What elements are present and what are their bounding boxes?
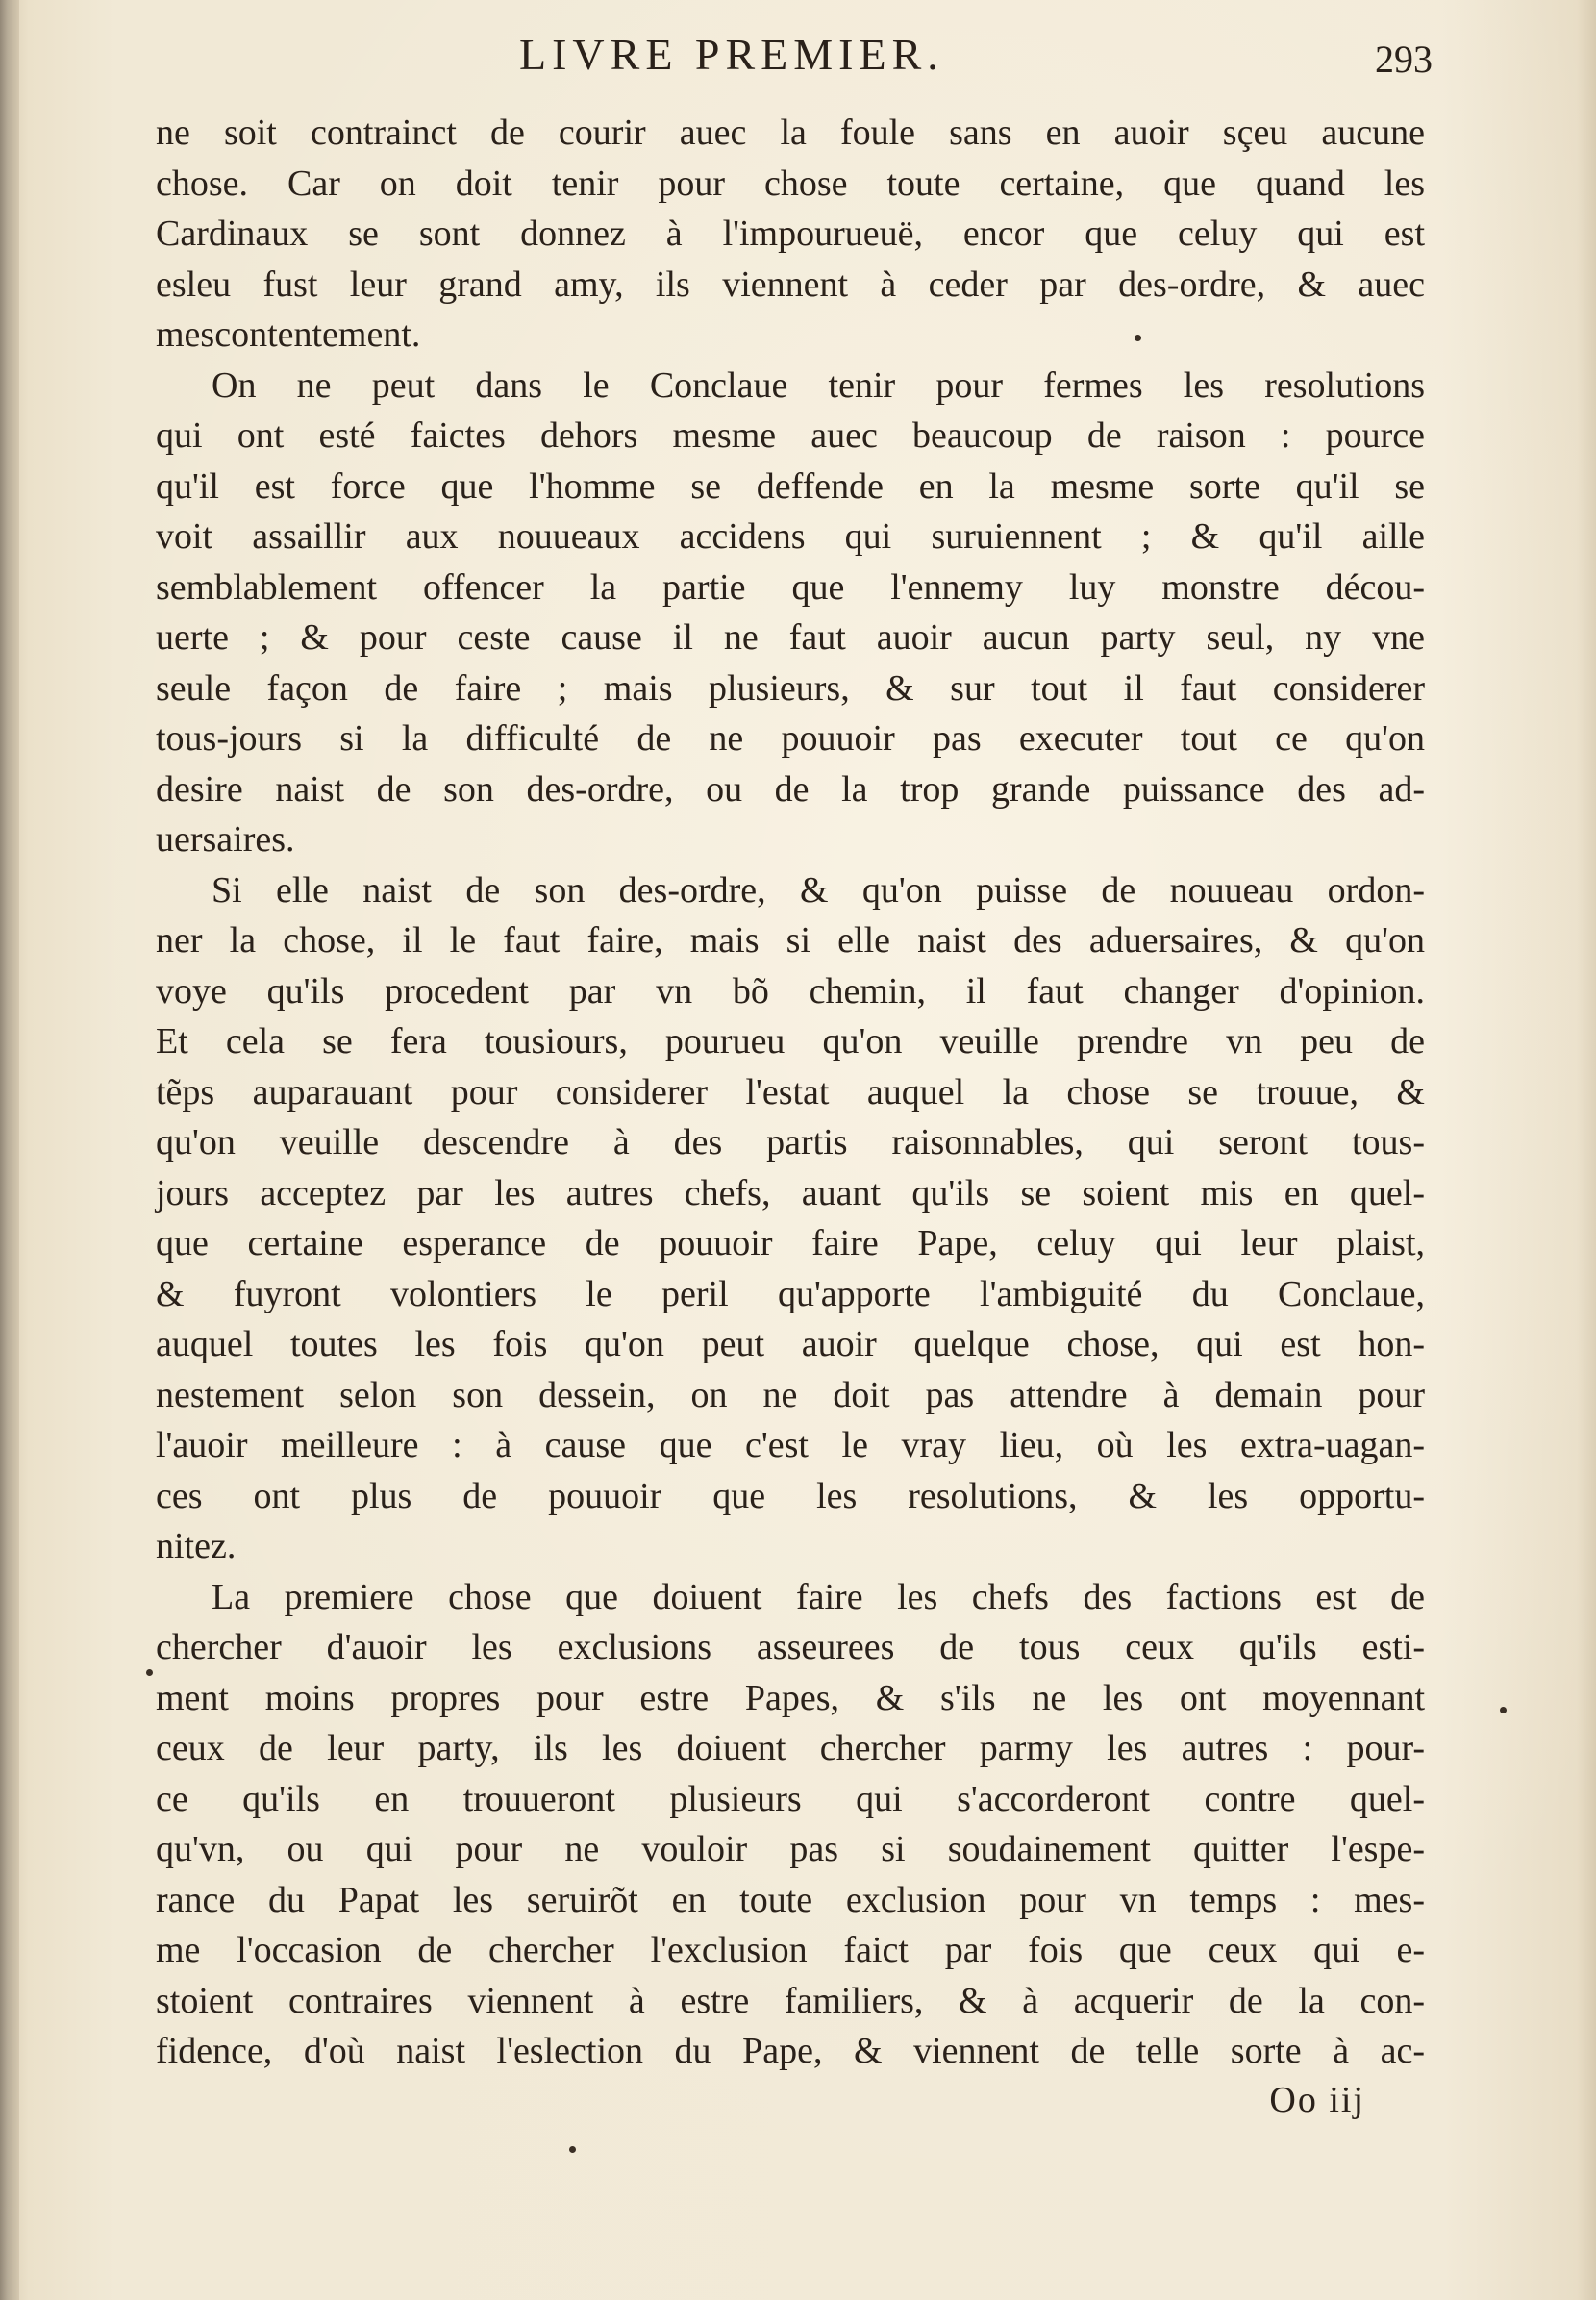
text-line: nestement selon son dessein, on ne doit pas attendre à demain pour bbox=[156, 1374, 1425, 1415]
text-line: voye qu'ils procedent par vn bõ chemin, il faut changer d'opinion. bbox=[156, 970, 1425, 1012]
text-line: uerte ; & pour ceste cause il ne faut auoir aucun party seul, ny vne bbox=[156, 617, 1425, 658]
ink-speck bbox=[1135, 335, 1141, 341]
text-line: chose. Car on doit tenir pour chose toute certaine, que quand les bbox=[156, 162, 1425, 204]
text-line: On ne peut dans le Conclaue tenir pour fermes les resolutions bbox=[212, 364, 1425, 406]
text-line: qu'on veuille descendre à des partis raisonnables, qui seront tous- bbox=[156, 1122, 1425, 1162]
text-line: Et cela se fera tousiours, pourueu qu'on veuille prendre vn peu de bbox=[156, 1021, 1425, 1062]
text-line: Cardinaux se sont donnez à l'impourueuë, encor que celuy qui est bbox=[156, 213, 1425, 254]
binding-edge bbox=[0, 0, 19, 2300]
text-line: voit assaillir aux nouueaux accidens qui suruiennent ; & qu'il aille bbox=[156, 516, 1425, 557]
signature-mark: Oo iij bbox=[1269, 2080, 1365, 2120]
text-line: La premiere chose que doiuent faire les chefs des factions est de bbox=[212, 1576, 1425, 1617]
text-line: tous-jours si la difficulté de ne pouuoir pas executer tout ce qu'on bbox=[156, 718, 1425, 759]
text-line: tẽps auparauant pour considerer l'estat auquel la chose se trouue, & bbox=[156, 1071, 1425, 1112]
text-line: esleu fust leur grand amy, ils viennent à ceder par des-ordre, & auec bbox=[156, 263, 1425, 305]
paragraph-3 bbox=[156, 865, 1425, 1572]
text-line: seule façon de faire ; mais plusieurs, & sur tout il faut considerer bbox=[156, 667, 1425, 709]
text-line: & fuyront volontiers le peril qu'apporte l'ambiguité du Conclaue, bbox=[156, 1273, 1425, 1314]
text-line: ner la chose, il le faut faire, mais si elle naist des aduersaires, & qu'on bbox=[156, 920, 1425, 961]
text-line: desire naist de son des-ordre, ou de la trop grande puissance des ad- bbox=[156, 768, 1425, 810]
text-line: chercher d'auoir les exclusions asseurees de tous ceux qu'ils esti- bbox=[156, 1627, 1425, 1667]
text-line: ces ont plus de pouuoir que les resolutions, & les opportu- bbox=[156, 1475, 1425, 1516]
text-line: semblablement offencer la partie que l'ennemy luy monstre décou- bbox=[156, 566, 1425, 608]
ink-speck bbox=[569, 2146, 576, 2153]
body-text bbox=[156, 108, 1425, 2077]
text-line: l'auoir meilleure : à cause que c'est le vray lieu, où les extra-uagan- bbox=[156, 1425, 1425, 1465]
ink-speck bbox=[1500, 1707, 1507, 1713]
paragraph-1 bbox=[156, 108, 1425, 361]
text-line: qu'il est force que l'homme se deffende en la mesme sorte qu'il se bbox=[156, 465, 1425, 507]
text-line: qu'vn, ou qui pour ne vouloir pas si soudainement quitter l'espe- bbox=[156, 1829, 1425, 1869]
text-line: uersaires. bbox=[156, 819, 295, 860]
running-head bbox=[0, 29, 1596, 96]
text-line: que certaine esperance de pouuoir faire Pape, celuy qui leur plaist, bbox=[156, 1223, 1425, 1263]
text-line: nitez. bbox=[156, 1526, 237, 1566]
text-line: ne soit contrainct de courir auec la foule sans en auoir sçeu aucune bbox=[156, 112, 1425, 153]
page-number: 293 bbox=[1375, 38, 1433, 81]
text-line: stoient contraires viennent à estre familiers, & à acquerir de la con- bbox=[156, 1980, 1425, 2021]
paragraph-4 bbox=[156, 1572, 1425, 2077]
text-line: ceux de leur party, ils les doiuent chercher parmy les autres : pour- bbox=[156, 1728, 1425, 1768]
text-line: ce qu'ils en trouueront plusieurs qui s'accorderont contre quel- bbox=[156, 1778, 1425, 1819]
running-title: LIVRE PREMIER. bbox=[519, 30, 944, 79]
ink-speck bbox=[146, 1669, 153, 1676]
text-line: auquel toutes les fois qu'on peut auoir quelque chose, qui est hon- bbox=[156, 1324, 1425, 1364]
text-line: mescontentement. bbox=[156, 314, 421, 355]
text-line: jours acceptez par les autres chefs, auant qu'ils se soient mis en quel- bbox=[156, 1172, 1425, 1213]
text-line: rance du Papat les seruirõt en toute exclusion pour vn temps : mes- bbox=[156, 1879, 1425, 1920]
text-line: fidence, d'où naist l'eslection du Pape, & viennent de telle sorte à ac- bbox=[156, 2031, 1425, 2071]
text-line: ment moins propres pour estre Papes, & s'ils ne les ont moyennant bbox=[156, 1677, 1425, 1718]
text-line: me l'occasion de chercher l'exclusion faict par fois que ceux qui e- bbox=[156, 1930, 1425, 1970]
paragraph-2 bbox=[156, 361, 1425, 865]
text-line: qui ont esté faictes dehors mesme auec beaucoup de raison : pource bbox=[156, 415, 1425, 456]
text-line: Si elle naist de son des-ordre, & qu'on puisse de nouueau ordon- bbox=[212, 869, 1425, 911]
